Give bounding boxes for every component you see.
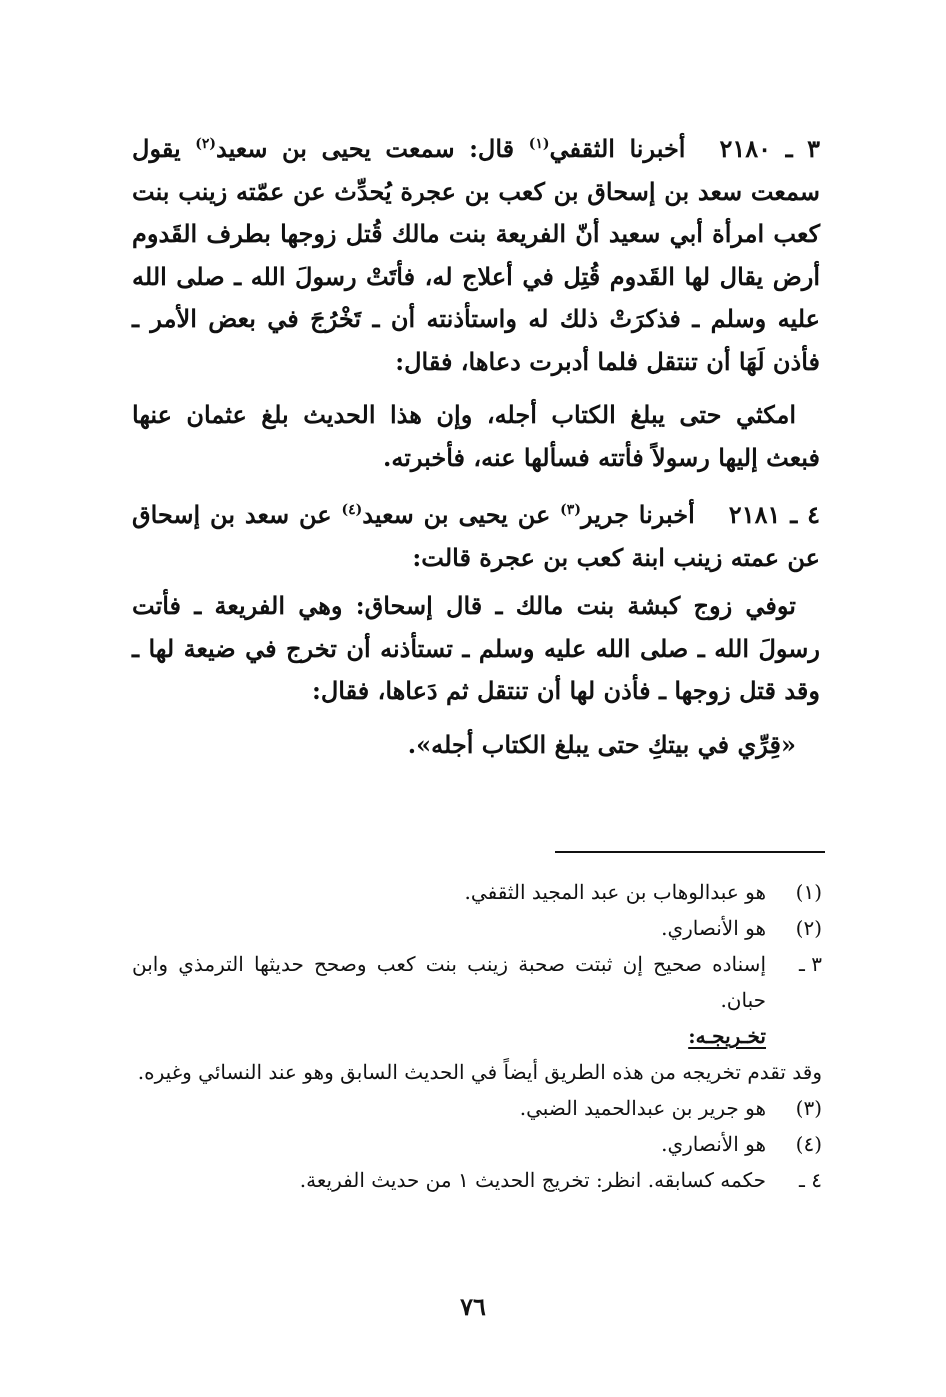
footnote-marker bbox=[766, 1018, 822, 1054]
footnote-item bbox=[132, 1018, 822, 1054]
footnote-marker: (٤) bbox=[795, 1132, 822, 1156]
footnote-item bbox=[132, 874, 822, 910]
footnote-divider bbox=[555, 851, 825, 853]
footnote-text: وقد تقدم تخريجه من هذه الطريق أيضاً في الحديث السابق وهو عند النسائي وغيره. bbox=[137, 1060, 822, 1084]
footnote-item bbox=[132, 1126, 822, 1162]
footnote-marker: (١) bbox=[795, 880, 822, 904]
footnote-ref: (٣) bbox=[560, 502, 581, 518]
footnote-text: حكمه كسابقه. انظر: تخريج الحديث ١ من حديث الفريعة. bbox=[299, 1168, 766, 1192]
page-number: ٧٦ bbox=[460, 1292, 486, 1321]
hadith-text: أخبرنا جرير bbox=[580, 500, 695, 529]
footnote-ref: (١) bbox=[528, 136, 550, 152]
hadith-marker: ٣ ـ bbox=[785, 134, 821, 163]
hadith-marker: ٤ ـ bbox=[790, 500, 820, 529]
footnotes bbox=[132, 874, 822, 1198]
hadith-2180 bbox=[132, 128, 820, 384]
footnote-item bbox=[132, 910, 822, 946]
hadith-quote: امكثي حتى يبلغ الكتاب أجله، وإن هذا الحديث بلغ عثمان عنها فبعث إليها رسولاً فأتته فسألها عنه، فأخبرته. bbox=[132, 400, 820, 472]
hadith-number: ٢١٨١ bbox=[728, 500, 781, 529]
footnote-item bbox=[132, 1054, 822, 1090]
footnote-text: هو عبدالوهاب بن عبد المجيد الثقفي. bbox=[464, 880, 766, 904]
footnote-text: هو الأنصاري. bbox=[661, 1132, 766, 1156]
footnote-text: هو جرير بن عبدالحميد الضبي. bbox=[519, 1096, 766, 1120]
footnote-marker: (٢) bbox=[795, 916, 822, 940]
footnote-text: إسناده صحيح إن ثبتت صحبة زينب بنت كعب وصحح حديثها الترمذي وابن حبان. bbox=[132, 952, 766, 1012]
footnote-marker: ٤ ـ bbox=[799, 1168, 822, 1192]
hadith-text: أخبرنا الثقفي bbox=[549, 134, 686, 163]
hadith-text: عن يحيى بن سعيد bbox=[362, 500, 561, 529]
footnote-text: هو الأنصاري. bbox=[661, 916, 766, 940]
hadith-number: ٢١٨٠ bbox=[719, 134, 772, 163]
footnote-item bbox=[132, 1162, 822, 1198]
hadith-text: عن سعد بن إسحاق عن عمته زينب ابنة كعب بن عجرة قالت: bbox=[132, 500, 820, 572]
footnote-item bbox=[132, 946, 822, 1018]
footnote-marker: (٣) bbox=[795, 1096, 822, 1120]
takhrij-heading: تخـريجـه: bbox=[688, 1024, 766, 1048]
hadith-text: قال: سمعت يحيى بن سعيد bbox=[215, 134, 529, 163]
hadith-quote: توفي زوج كبشة بنت مالك ـ قال إسحاق: وهي الفريعة ـ فأتت رسولَ الله ـ صلى الله عليه وسلم ـ تستأذنه أن تخرج في ضيعة لها ـ وقد قتل زوجها ـ فأذن لها أن تنتقل ثم دَعاها، فقال: bbox=[132, 591, 820, 706]
hadith-quote: «قِرِّي في بيتكِ حتى يبلغ الكتاب أجله». bbox=[407, 730, 796, 759]
footnote-ref: (٢) bbox=[195, 136, 216, 152]
footnote-marker: ٣ ـ bbox=[799, 952, 822, 976]
footnote-item bbox=[132, 1090, 822, 1126]
hadith-2181 bbox=[132, 494, 820, 579]
hadith-text: يقول سمعت سعد بن إسحاق بن كعب بن عجرة يُحدِّث عن عمّته زينب بنت كعب امرأة أبي سعيد أنّ الفريعة بنت مالك قُتل زوجها بطرف القَدوم أرض يقال لها القَدوم قُتِل في أعلاج له، فأتَتْ رسولَ الله ـ صلى الله عليه وسلم ـ فذكرَتْ ذلك له واستأذنته أن ـ تَخْرُجَ في بعض الأمر ـ فأذن لَهَا أن تنتقل فلما أدبرت دعاها، فقال: bbox=[132, 134, 821, 376]
footnote-ref: (٤) bbox=[341, 502, 363, 518]
